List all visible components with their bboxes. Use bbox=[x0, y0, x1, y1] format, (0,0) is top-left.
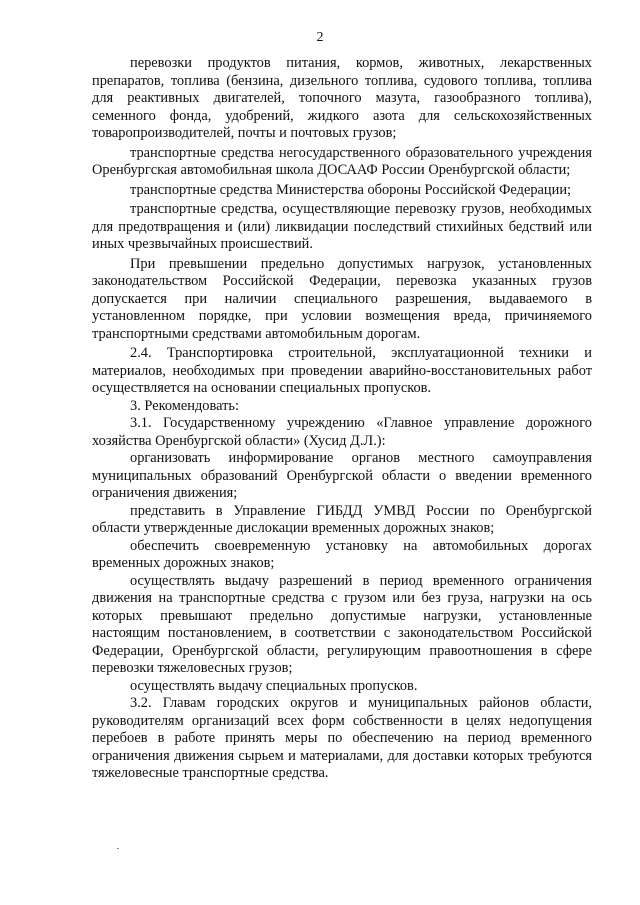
paragraph-cargo-list: перевозки продуктов питания, кормов, животных, лекарственных препаратов, топлива (бензина, дизельного топлива, судового топлива, топлива для реактивных двигателей, топочного мазута, газообразного топлива), семенного фонда, удобрений, жидкого азота для сельскохозяйственных товаропроизводителей, почты и почтовых грузов; bbox=[92, 55, 592, 141]
paragraph-2-4: 2.4. Транспортировка строительной, эксплуатационной техники и материалов, необходимых при проведении аварийно-восстановительных работ осуществляется на основании специальных пропусков. bbox=[92, 345, 592, 396]
paragraph-dosaaf-vehicles: транспортные средства негосударственного образовательного учреждения Оренбургская автомобильная школа ДОСААФ России Оренбургской области; bbox=[92, 144, 592, 178]
paragraph-3-2: 3.2. Главам городских округов и муниципальных районов области, руководителям организаций всех форм собственности в целях недопущения перебоев в работе принять меры по обеспечению на период временного ограничения движения сырьем и материалами, для доставки которых требуются тяжеловесные транспортные средства. bbox=[92, 695, 592, 781]
paragraph-install-signs: обеспечить своевременную установку на автомобильных дорогах временных дорожных знаков; bbox=[92, 537, 592, 571]
paragraph-submit-gibdd: представить в Управление ГИБДД УМВД России по Оренбургской области утвержденные дислокации временных дорожных знаков; bbox=[92, 502, 592, 536]
paragraph-defense-vehicles: транспортные средства Министерства обороны Российской Федерации; bbox=[130, 181, 572, 198]
paragraph-issue-passes: осуществлять выдачу специальных пропусков. bbox=[130, 677, 418, 694]
scan-speck bbox=[117, 848, 119, 849]
paragraph-inform-authorities: организовать информирование органов местного самоуправления муниципальных образований Оренбургской области о введении временного ограничения движения; bbox=[92, 450, 592, 501]
page-number: 2 bbox=[316, 30, 324, 45]
paragraph-issue-permits: осуществлять выдачу разрешений в период временного ограничения движения на транспортные средства с грузом или без груза, нагрузки на ось которых превышают предельно допустимые нагрузки, установленные настоящим постановлением, в соответствии с законодательством Российской Федерации, Оренбургской области, регулирующим правоотношения в сфере перевозки тяжеловесных грузов; bbox=[92, 572, 592, 676]
paragraph-3-heading: 3. Рекомендовать: bbox=[130, 397, 239, 414]
document-body bbox=[92, 55, 592, 783]
paragraph-emergency-vehicles: транспортные средства, осуществляющие перевозку грузов, необходимых для предотвращения и (или) ликвидации последствий стихийных бедствий или иных чрезвычайных происшествий. bbox=[92, 201, 592, 252]
paragraph-load-excess: При превышении предельно допустимых нагрузок, установленных законодательством Российской Федерации, перевозка указанных грузов допускается при наличии специального разрешения, выдаваемого в установленном порядке, при условии возмещения вреда, причиняемого транспортными средствами автомобильным дорогам. bbox=[92, 255, 592, 342]
paragraph-3-1: 3.1. Государственному учреждению «Главное управление дорожного хозяйства Оренбургской области» (Хусид Д.Л.): bbox=[92, 415, 592, 449]
